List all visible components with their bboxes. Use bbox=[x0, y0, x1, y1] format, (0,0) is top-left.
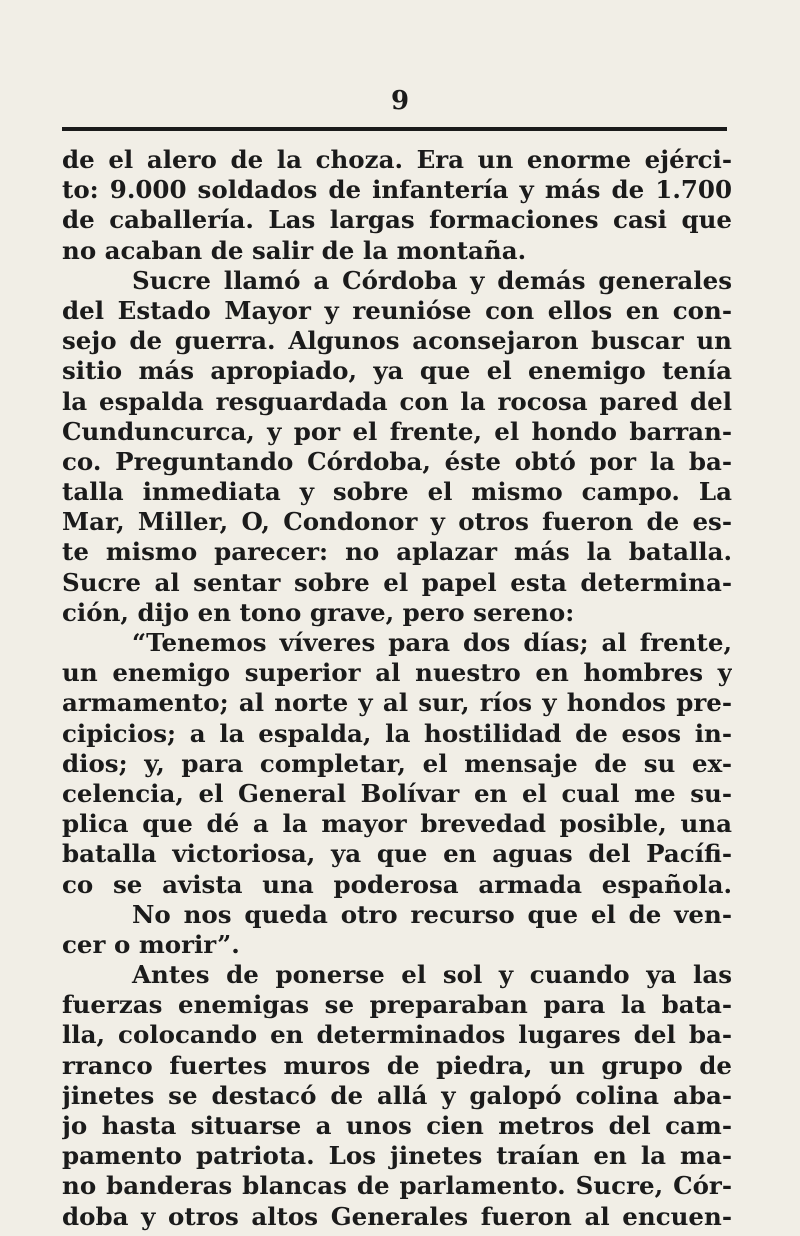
text-line: co se avista una poderosa armada española. bbox=[62, 869, 732, 899]
text-line: cer o morir”. bbox=[62, 929, 240, 959]
text-line: lla, colocando en determinados lugares del ba- bbox=[62, 1020, 732, 1050]
page-number: 9 bbox=[390, 86, 410, 116]
text-line: Mar, Miller, O, Condonor y otros fueron de es- bbox=[62, 507, 732, 537]
text-line: jinetes se destacó de allá y galopó colina aba- bbox=[62, 1080, 732, 1110]
text-line: talla inmediata y sobre el mismo campo. La bbox=[62, 477, 732, 507]
text-line: Sucre al sentar sobre el papel esta determina- bbox=[62, 567, 732, 597]
text-line: no banderas blancas de parlamento. Sucre, Cór- bbox=[62, 1171, 732, 1201]
text-line: la espalda resguardada con la rocosa pared del bbox=[62, 386, 732, 416]
text-line: ción, dijo en tono grave, pero sereno: bbox=[62, 597, 575, 627]
text-line: Sucre llamó a Córdoba y demás generales bbox=[132, 265, 732, 295]
text-line: sitio más apropiado, ya que el enemigo tenía bbox=[62, 356, 732, 386]
text-line: “Tenemos víveres para dos días; al frente, bbox=[132, 628, 732, 657]
text-line: pamento patriota. Los jinetes traían en la ma- bbox=[62, 1141, 732, 1171]
text-line: batalla victoriosa, ya que en aguas del Pacífi- bbox=[62, 839, 732, 869]
text-line: cipicios; a la espalda, la hostilidad de esos in- bbox=[62, 718, 732, 748]
text-line: no acaban de salir de la montaña. bbox=[62, 235, 527, 265]
text-line: to: 9.000 soldados de infantería y más de 1.700 bbox=[62, 175, 732, 205]
text-line: plica que dé a la mayor brevedad posible, una bbox=[62, 809, 732, 839]
text-line: rranco fuertes muros de piedra, un grupo de bbox=[62, 1050, 732, 1080]
text-line: armamento; al norte y al sur, ríos y hondos pre- bbox=[62, 688, 732, 718]
header-rule bbox=[62, 127, 727, 131]
text-line: del Estado Mayor y reunióse con ellos en con- bbox=[62, 295, 732, 325]
text-line: un enemigo superior al nuestro en hombres y bbox=[62, 658, 732, 688]
text-line: jo hasta situarse a unos cien metros del cam- bbox=[62, 1111, 732, 1140]
text-line: celencia, el General Bolívar en el cual me su- bbox=[62, 778, 732, 808]
text-line: fuerzas enemigas se preparaban para la bata- bbox=[62, 990, 732, 1020]
text-line: doba y otros altos Generales fueron al encuen- bbox=[62, 1201, 732, 1231]
text-line: de caballería. Las largas formaciones casi que bbox=[62, 205, 732, 235]
text-line: te mismo parecer: no aplazar más la batalla. bbox=[62, 537, 732, 567]
body-text bbox=[62, 145, 732, 1232]
text-line: Cunduncurca, y por el frente, el hondo barran- bbox=[62, 416, 732, 446]
text-line: co. Preguntando Córdoba, éste obtó por la ba- bbox=[62, 446, 732, 476]
text-line: Antes de ponerse el sol y cuando ya las bbox=[132, 960, 732, 990]
text-line: de el alero de la choza. Era un enorme ejérci- bbox=[62, 145, 732, 174]
text-line: No nos queda otro recurso que el de ven- bbox=[132, 899, 732, 929]
text-line: dios; y, para completar, el mensaje de su ex- bbox=[62, 748, 732, 778]
text-line: sejo de guerra. Algunos aconsejaron buscar un bbox=[62, 326, 732, 356]
